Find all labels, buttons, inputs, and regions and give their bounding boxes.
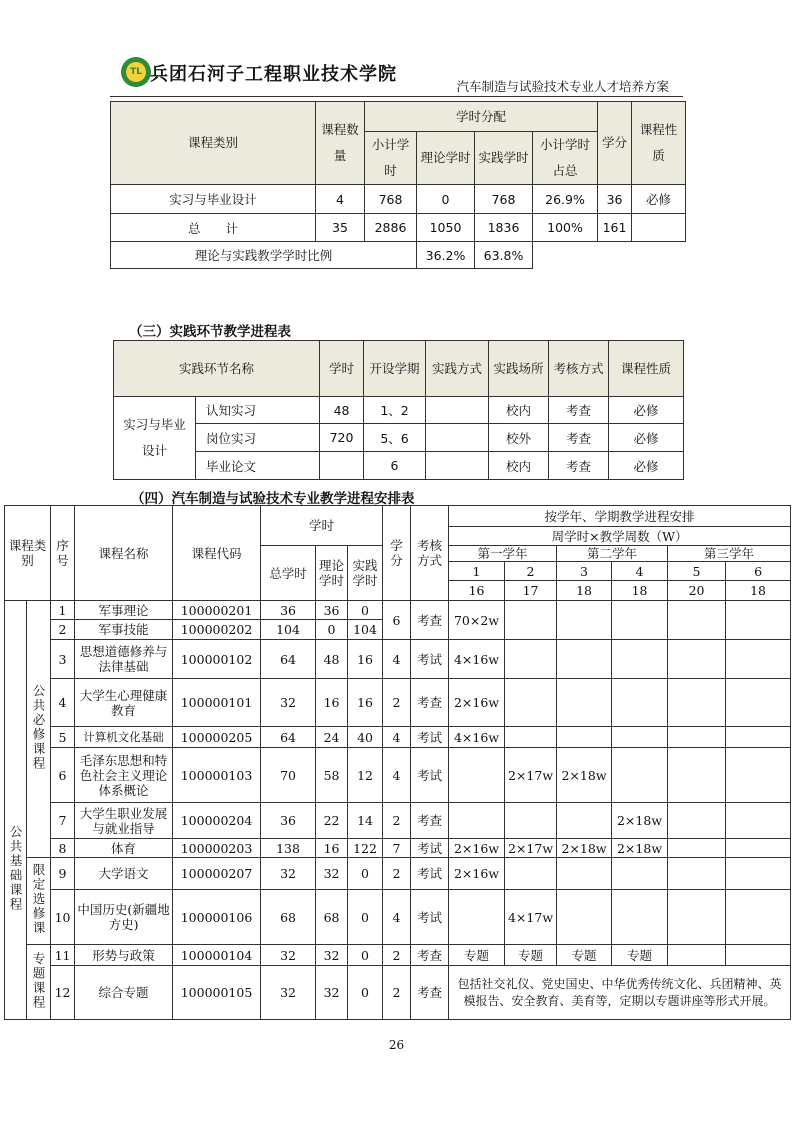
cell-place: 校内 — [489, 452, 549, 480]
cell-total: 36 — [261, 601, 316, 620]
cell-practice: 0 — [348, 890, 383, 945]
table-row — [114, 397, 684, 424]
cell-seq: 2 — [51, 620, 75, 640]
cell-term: 2×16w — [449, 858, 505, 890]
cell-seq: 6 — [51, 748, 75, 803]
cell-total: 104 — [261, 620, 316, 640]
cell-seq: 10 — [51, 890, 75, 945]
cell-theory: 1050 — [417, 214, 475, 242]
cell-ratio: 26.9% — [533, 185, 598, 214]
cell-nature — [632, 214, 686, 242]
header-credit: 学分 — [598, 102, 632, 185]
table-row — [5, 890, 791, 945]
subcategory-topic-label: 专题课程 — [31, 951, 46, 1010]
cell-term — [505, 679, 557, 727]
table-row — [5, 601, 791, 620]
cell-category: 实习与毕业设计 — [111, 185, 316, 214]
cell-practice: 0 — [348, 966, 383, 1020]
cell-term — [668, 679, 726, 727]
cell-term: 专题 — [449, 945, 505, 966]
header-place: 实践场所 — [489, 341, 549, 397]
cell-nature: 必修 — [609, 452, 684, 480]
cell-code: 100000202 — [173, 620, 261, 640]
cell-seq: 4 — [51, 679, 75, 727]
cell-credit: 4 — [383, 640, 411, 679]
header-hours: 学时 — [261, 506, 383, 546]
ratio-practice: 63.8% — [475, 242, 533, 269]
cell-credit: 161 — [598, 214, 632, 242]
header-subtotal: 小计学时 — [365, 132, 417, 185]
cell-practice: 16 — [348, 640, 383, 679]
document-title: 汽车制造与试验技术专业人才培养方案 — [456, 79, 669, 94]
cell-practice: 768 — [475, 185, 533, 214]
header-credit: 学分 — [383, 506, 411, 601]
cell-course-name: 军事技能 — [75, 620, 173, 640]
cell-practice: 0 — [348, 945, 383, 966]
category-public — [5, 601, 27, 1020]
year-1: 第一学年 — [449, 546, 557, 562]
term-6: 6 — [726, 562, 791, 581]
cell-term: 70×2w — [449, 601, 505, 640]
cell-term: 4×17w — [505, 890, 557, 945]
cell-hours: 48 — [320, 397, 364, 424]
cell-term — [726, 890, 791, 945]
table-row — [111, 185, 686, 214]
cell-subtotal: 2886 — [365, 214, 417, 242]
cell-theory: 0 — [316, 620, 348, 640]
cell-theory: 16 — [316, 679, 348, 727]
school-name: 兵团石河子工程职业技术学院 — [150, 64, 397, 85]
cell-code: 100000101 — [173, 679, 261, 727]
cell-term — [505, 601, 557, 640]
ratio-label: 理论与实践教学学时比例 — [111, 242, 417, 269]
cell-term: 专题 — [505, 945, 557, 966]
cell-theory: 22 — [316, 803, 348, 839]
header-count: 课程数量 — [316, 102, 365, 185]
cell-seq: 9 — [51, 858, 75, 890]
cell-term — [668, 640, 726, 679]
cell-credit: 7 — [383, 839, 411, 858]
cell-assess: 考查 — [549, 424, 609, 452]
cell-course-name: 毛泽东思想和特色社会主义理论体系概论 — [75, 748, 173, 803]
weeks-4: 18 — [612, 581, 668, 601]
cell-total: 32 — [261, 858, 316, 890]
cell-credit: 2 — [383, 945, 411, 966]
header-theory-hours: 理论学时 — [316, 546, 348, 601]
cell-theory: 24 — [316, 727, 348, 748]
cell-term: 1、2 — [364, 397, 426, 424]
cell-nature: 必修 — [609, 397, 684, 424]
subcategory-limited-label: 限定选修课 — [31, 863, 46, 936]
table-row — [114, 424, 684, 452]
cell-code: 100000103 — [173, 748, 261, 803]
cell-nature: 必修 — [632, 185, 686, 214]
cell-term — [557, 858, 612, 890]
header-assess: 考核方式 — [411, 506, 449, 601]
weeks-5: 20 — [668, 581, 726, 601]
cell-seq: 1 — [51, 601, 75, 620]
cell-form — [426, 452, 489, 480]
header-category: 课程类别 — [111, 102, 316, 185]
cell-term — [726, 601, 791, 640]
cell-category: 总 计 — [111, 214, 316, 242]
cell-code: 100000104 — [173, 945, 261, 966]
cell-term: 2×18w — [557, 748, 612, 803]
cell-credit: 4 — [383, 890, 411, 945]
cell-count: 4 — [316, 185, 365, 214]
cell-term — [612, 748, 668, 803]
cell-term — [612, 727, 668, 748]
cell-term — [505, 803, 557, 839]
header-hours: 学时 — [320, 341, 364, 397]
cell-term — [557, 890, 612, 945]
cell-total: 32 — [261, 966, 316, 1020]
subcategory-required — [27, 601, 51, 858]
table-row — [5, 727, 791, 748]
cell-term: 专题 — [557, 945, 612, 966]
cell-practice: 104 — [348, 620, 383, 640]
cell-nature: 必修 — [609, 424, 684, 452]
cell-code: 100000207 — [173, 858, 261, 890]
cell-term — [726, 727, 791, 748]
weeks-2: 17 — [505, 581, 557, 601]
table-row — [5, 966, 791, 1020]
cell-term — [612, 890, 668, 945]
header-divider — [110, 96, 683, 97]
header-assess: 考核方式 — [549, 341, 609, 397]
cell-theory: 16 — [316, 839, 348, 858]
weeks-6: 18 — [726, 581, 791, 601]
cell-term — [557, 679, 612, 727]
weeks-3: 18 — [557, 581, 612, 601]
cell-seq: 7 — [51, 803, 75, 839]
cell-total: 138 — [261, 839, 316, 858]
cell-total: 68 — [261, 890, 316, 945]
year-3: 第三学年 — [668, 546, 791, 562]
cell-assess: 考查 — [411, 945, 449, 966]
cell-total: 32 — [261, 945, 316, 966]
ratio-theory: 36.2% — [417, 242, 475, 269]
term-2: 2 — [505, 562, 557, 581]
cell-credit: 36 — [598, 185, 632, 214]
logo-text: TL — [130, 67, 142, 77]
cell-hours — [320, 452, 364, 480]
section-3-title: （三）实践环节教学进程表 — [129, 324, 291, 340]
header-nature: 课程性质 — [609, 341, 684, 397]
cell-form — [426, 397, 489, 424]
cell-term: 5、6 — [364, 424, 426, 452]
cell-term — [726, 679, 791, 727]
subcategory-topic — [27, 945, 51, 1020]
cell-practice: 0 — [348, 858, 383, 890]
cell-credit: 4 — [383, 727, 411, 748]
cell-credit: 6 — [383, 601, 411, 640]
cell-practice: 0 — [348, 601, 383, 620]
cell-total: 64 — [261, 727, 316, 748]
cell-term — [726, 803, 791, 839]
cell-theory: 36 — [316, 601, 348, 620]
cell-assess: 考试 — [411, 858, 449, 890]
cell-assess: 考查 — [411, 679, 449, 727]
cell-term — [668, 727, 726, 748]
cell-seq: 5 — [51, 727, 75, 748]
header-practice-hours: 实践学时 — [348, 546, 383, 601]
header-seq: 序号 — [51, 506, 75, 601]
cell-assess: 考查 — [549, 452, 609, 480]
practice-schedule-table — [113, 340, 684, 480]
teaching-schedule-table — [4, 505, 791, 1020]
header-hours: 学时分配 — [365, 102, 598, 132]
cell-seq: 12 — [51, 966, 75, 1020]
school-logo — [121, 57, 151, 87]
header-course-code: 课程代码 — [173, 506, 261, 601]
cell-term — [668, 890, 726, 945]
cell-term — [557, 640, 612, 679]
cell-term — [612, 679, 668, 727]
cell-theory: 68 — [316, 890, 348, 945]
header-nature: 课程性质 — [632, 102, 686, 185]
cell-theory: 32 — [316, 858, 348, 890]
cell-term — [557, 601, 612, 640]
cell-code: 100000105 — [173, 966, 261, 1020]
header-term: 开设学期 — [364, 341, 426, 397]
year-2: 第二学年 — [557, 546, 668, 562]
cell-term — [505, 640, 557, 679]
cell-assess: 考试 — [411, 640, 449, 679]
cell-code: 100000203 — [173, 839, 261, 858]
cell-term — [612, 601, 668, 640]
cell-topic-note: 包括社交礼仪、党史国史、中华优秀传统文化、兵团精神、英模报告、安全教育、美育等，定期以专题讲座等形式开展。 — [449, 966, 791, 1020]
cell-term — [505, 727, 557, 748]
cell-credit: 2 — [383, 858, 411, 890]
cell-term: 2×18w — [612, 803, 668, 839]
cell-total: 32 — [261, 679, 316, 727]
table-row — [5, 839, 791, 858]
cell-code: 100000204 — [173, 803, 261, 839]
cell-term — [668, 803, 726, 839]
cell-term: 2×17w — [505, 748, 557, 803]
cell-term — [726, 858, 791, 890]
cell-assess: 考试 — [411, 890, 449, 945]
cell-term — [726, 748, 791, 803]
cell-term — [449, 803, 505, 839]
table-row — [5, 679, 791, 727]
cell-credit: 4 — [383, 748, 411, 803]
term-1: 1 — [449, 562, 505, 581]
header-schedule: 按学年、学期教学进程安排 — [449, 506, 791, 527]
cell-theory: 0 — [417, 185, 475, 214]
term-5: 5 — [668, 562, 726, 581]
ratio-row — [111, 242, 686, 269]
cell-theory: 32 — [316, 966, 348, 1020]
cell-term — [612, 640, 668, 679]
cell-theory: 58 — [316, 748, 348, 803]
cell-term: 6 — [364, 452, 426, 480]
cell-assess: 考查 — [549, 397, 609, 424]
table-row — [5, 748, 791, 803]
cell-name: 岗位实习 — [196, 424, 320, 452]
cell-term — [668, 839, 726, 858]
cell-code: 100000102 — [173, 640, 261, 679]
practice-group: 实习与毕业设计 — [114, 397, 196, 480]
cell-practice: 16 — [348, 679, 383, 727]
cell-name: 毕业论文 — [196, 452, 320, 480]
table-row — [5, 858, 791, 890]
cell-practice: 14 — [348, 803, 383, 839]
cell-course-name: 大学语文 — [75, 858, 173, 890]
cell-assess: 考查 — [411, 601, 449, 640]
cell-term: 2×16w — [449, 679, 505, 727]
header-practice: 实践学时 — [475, 132, 533, 185]
cell-total: 70 — [261, 748, 316, 803]
header-ratio: 小计学时占总 — [533, 132, 598, 185]
course-category-summary-table — [110, 101, 686, 269]
category-public-label: 公共基础课程 — [8, 825, 23, 912]
cell-theory: 32 — [316, 945, 348, 966]
cell-code: 100000205 — [173, 727, 261, 748]
subcategory-required-label: 公共必修课程 — [31, 684, 46, 771]
cell-term — [449, 748, 505, 803]
cell-course-name: 计算机文化基础 — [75, 727, 173, 748]
cell-course-name: 形势与政策 — [75, 945, 173, 966]
cell-form — [426, 424, 489, 452]
table-row — [5, 945, 791, 966]
header-weekly: 周学时×教学周数（W） — [449, 527, 791, 546]
cell-course-name: 中国历史(新疆地方史) — [75, 890, 173, 945]
subcategory-limited — [27, 858, 51, 945]
cell-term — [668, 945, 726, 966]
table-row — [111, 214, 686, 242]
header-form: 实践方式 — [426, 341, 489, 397]
cell-term — [668, 601, 726, 640]
cell-course-name: 综合专题 — [75, 966, 173, 1020]
table-row — [114, 452, 684, 480]
cell-code: 100000201 — [173, 601, 261, 620]
header-practice-name: 实践环节名称 — [114, 341, 320, 397]
section-4-title: （四）汽车制造与试验技术专业教学进程安排表 — [131, 491, 415, 507]
cell-term — [612, 858, 668, 890]
cell-term: 2×18w — [557, 839, 612, 858]
cell-term: 4×16w — [449, 640, 505, 679]
cell-course-name: 军事理论 — [75, 601, 173, 620]
cell-seq: 11 — [51, 945, 75, 966]
cell-assess: 考查 — [411, 966, 449, 1020]
cell-course-name: 大学生职业发展与就业指导 — [75, 803, 173, 839]
cell-term — [668, 858, 726, 890]
cell-term — [726, 839, 791, 858]
cell-term — [449, 890, 505, 945]
cell-term: 4×16w — [449, 727, 505, 748]
cell-course-name: 大学生心理健康教育 — [75, 679, 173, 727]
cell-term: 2×18w — [612, 839, 668, 858]
table-row — [5, 803, 791, 839]
cell-term: 2×16w — [449, 839, 505, 858]
cell-course-name: 体育 — [75, 839, 173, 858]
cell-term — [505, 858, 557, 890]
cell-place: 校内 — [489, 397, 549, 424]
cell-course-name: 思想道德修养与法律基础 — [75, 640, 173, 679]
cell-seq: 3 — [51, 640, 75, 679]
term-3: 3 — [557, 562, 612, 581]
cell-credit: 2 — [383, 966, 411, 1020]
cell-assess: 考试 — [411, 839, 449, 858]
cell-term — [726, 945, 791, 966]
cell-credit: 2 — [383, 803, 411, 839]
header-theory: 理论学时 — [417, 132, 475, 185]
table-row — [5, 640, 791, 679]
cell-practice: 40 — [348, 727, 383, 748]
cell-credit: 2 — [383, 679, 411, 727]
cell-total: 64 — [261, 640, 316, 679]
header-course-type: 课程类别 — [5, 506, 51, 601]
header-course-name: 课程名称 — [75, 506, 173, 601]
cell-assess: 考试 — [411, 727, 449, 748]
cell-assess: 考试 — [411, 748, 449, 803]
empty-cell — [533, 242, 686, 269]
cell-term: 2×17w — [505, 839, 557, 858]
cell-assess: 考查 — [411, 803, 449, 839]
cell-name: 认知实习 — [196, 397, 320, 424]
cell-term — [557, 803, 612, 839]
cell-count: 35 — [316, 214, 365, 242]
cell-ratio: 100% — [533, 214, 598, 242]
cell-total: 36 — [261, 803, 316, 839]
cell-term — [668, 748, 726, 803]
term-4: 4 — [612, 562, 668, 581]
cell-term — [726, 640, 791, 679]
page-number: 26 — [388, 1038, 405, 1052]
cell-term — [557, 727, 612, 748]
cell-theory: 48 — [316, 640, 348, 679]
cell-place: 校外 — [489, 424, 549, 452]
cell-subtotal: 768 — [365, 185, 417, 214]
weeks-1: 16 — [449, 581, 505, 601]
cell-practice: 122 — [348, 839, 383, 858]
cell-seq: 8 — [51, 839, 75, 858]
cell-code: 100000106 — [173, 890, 261, 945]
cell-practice: 1836 — [475, 214, 533, 242]
cell-hours: 720 — [320, 424, 364, 452]
cell-practice: 12 — [348, 748, 383, 803]
header-total-hours: 总学时 — [261, 546, 316, 601]
cell-term: 专题 — [612, 945, 668, 966]
